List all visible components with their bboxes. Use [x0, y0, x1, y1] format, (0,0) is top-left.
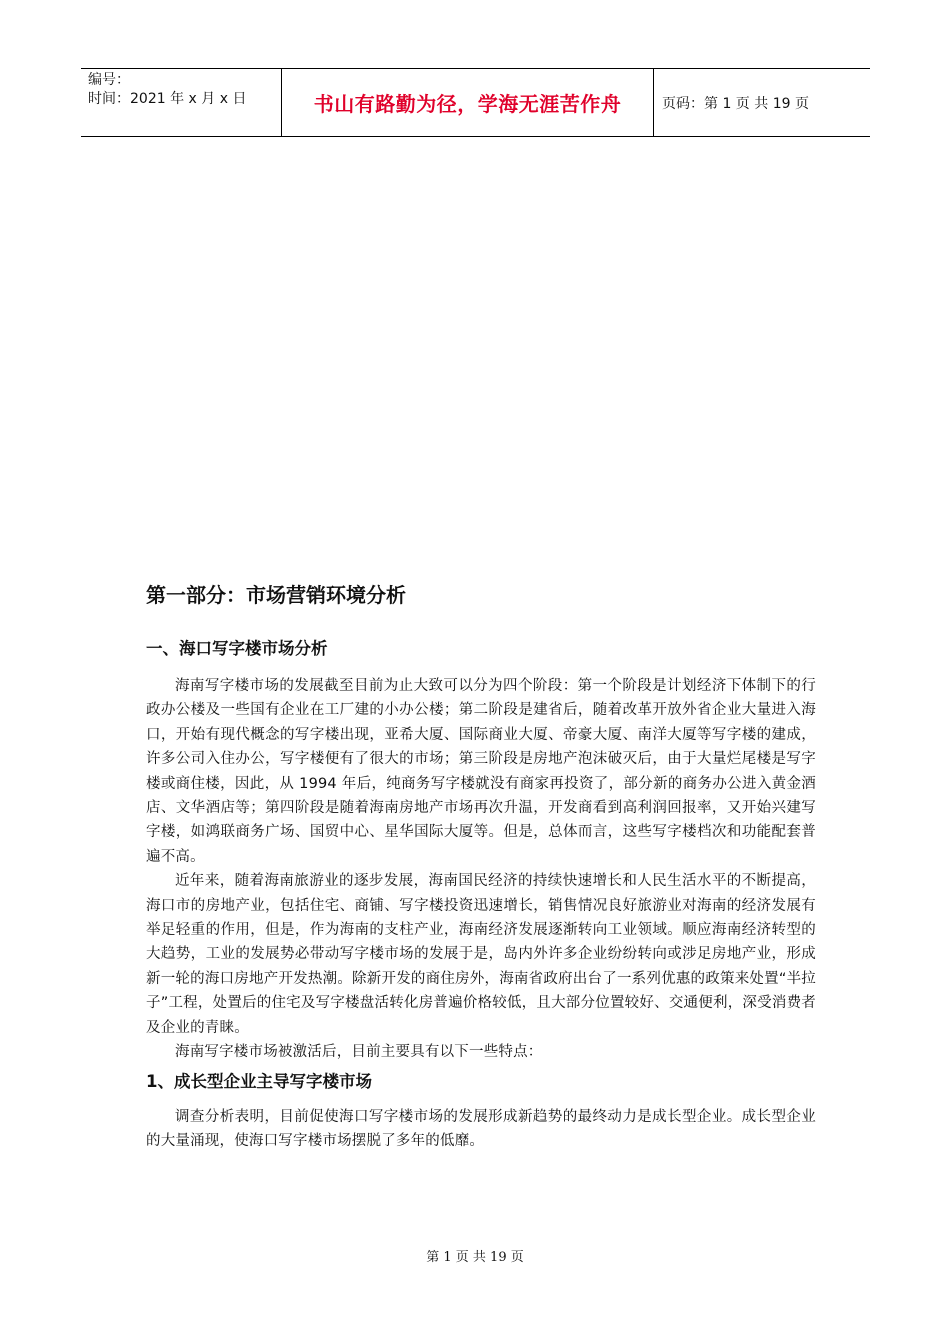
- number-label: 编号：: [88, 72, 130, 88]
- page-footer: 第 1 页 共 19 页: [426, 1250, 524, 1265]
- subsection-title: 1、成长型企业主导写字楼市场: [146, 1071, 372, 1091]
- section-title: 一、海口写字楼市场分析: [146, 639, 328, 658]
- body-paragraph: 海南写字楼市场的发展截至目前为止大致可以分为四个阶段：第一个阶段是计划经济下体制下的行政办公楼及一些国有企业在工厂建的小办公楼；第二阶段是建省后，随着改革开放外省企业大量进入海口，开始有现代概念的写字楼出现，亚希大厦、国际商业大厦、帝豪大厦、南洋大厦等写字楼的建成，许多公司入住办公，写字楼便有了很大的市场；第三阶段是房地产泡沫破灭后，由于大量烂尾楼是写字楼或商住楼，因此，从 1994 年后，纯商务写字楼就没有商家再投资了，部分新的商务办公进入黄金酒店、文华酒店等；第四阶段是随着海南房地产市场再次升温，开发商看到高利润回报率，又开始兴建写字楼，如鸿联商务广场、国贸中心、星华国际大厦等。但是，总体而言，这些写字楼档次和功能配套普遍不高。: [146, 678, 816, 865]
- body-paragraph: 海南写字楼市场被激活后，目前主要具有以下一些特点：: [175, 1044, 543, 1061]
- header-page-cell: [654, 69, 870, 136]
- header-motto-cell: [282, 69, 654, 136]
- document-header: [81, 68, 870, 137]
- motto-text: 书山有路勤为径，学海无涯苦作舟: [313, 92, 622, 116]
- time-label: 时间：2021 年 x 月 x 日: [88, 91, 247, 107]
- body-paragraph: 近年来，随着海南旅游业的逐步发展，海南国民经济的持续快速增长和人民生活水平的不断提高，海口市的房地产业，包括住宅、商铺、写字楼投资迅速增长，销售情况良好旅游业对海南的经济发展有举足轻重的作用，但是，作为海南的支柱产业，海南经济发展逐渐转向工业领域。顺应海南经济转型的大趋势，工业的发展势必带动写字楼市场的发展于是，岛内外许多企业纷纷转向或涉足房地产业，形成新一轮的海口房地产开发热潮。除新开发的商住房外，海南省政府出台了一系列优惠的政策来处置“半拉子”工程，处置后的住宅及写字楼盘活转化房普遍价格较低，且大部分位置较好、交通便利，深受消费者及企业的青睐。: [146, 873, 816, 1036]
- part-title: 第一部分：市场营销环境分析: [146, 583, 406, 607]
- header-meta-cell: [81, 69, 282, 136]
- document-body: [146, 580, 816, 1153]
- page-info: 页码：第 1 页 共 19 页: [662, 95, 809, 112]
- body-paragraph: 调查分析表明，目前促使海口写字楼市场的发展形成新趋势的最终动力是成长型企业。成长型企业的大量涌现，使海口写字楼市场摆脱了多年的低靡。: [146, 1108, 816, 1149]
